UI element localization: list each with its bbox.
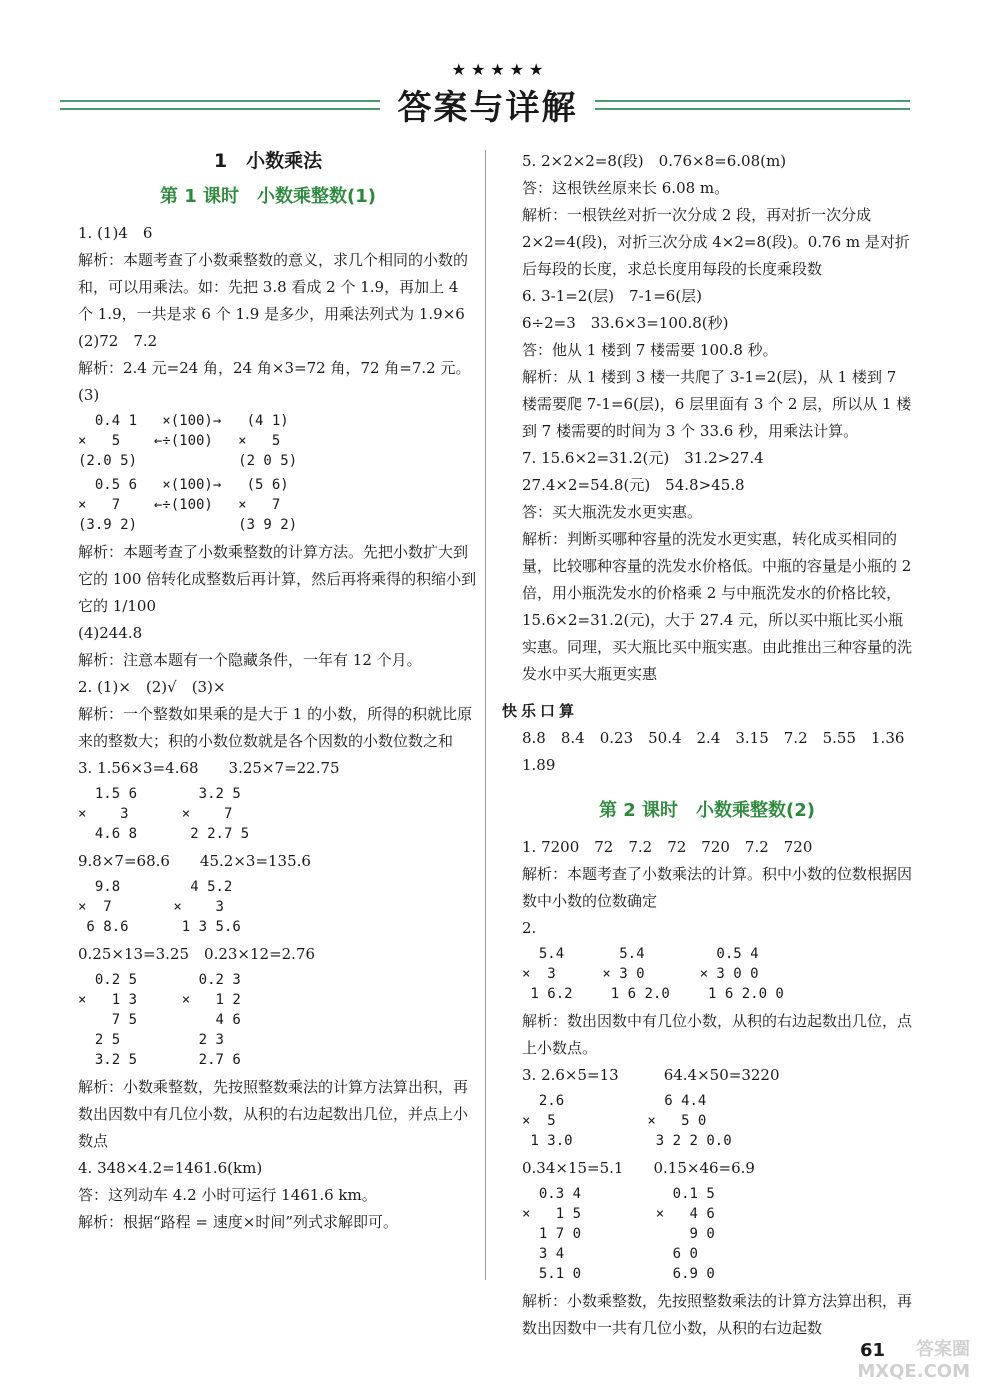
mental-math-answers: 8.8 8.4 0.23 50.4 2.4 3.15 7.2 5.55 1.36 1.89 — [522, 729, 905, 774]
vertical-calculation: 0.5 6 ×(100)→ (5 6) × 7 ←÷(100) × 7 (3.9 2) (3 9 2) — [78, 477, 298, 533]
right-column — [502, 148, 912, 1342]
analysis-text: 解析：判断买哪种容量的洗发水更实惠，转化成买相同的量，比较哪种容量的洗发水价格低。中瓶的容量是小瓶的 2 倍，用小瓶洗发水的价格乘 2 与中瓶洗发水的价格比较，15.6×2=31.2(元)，大于 27.4 元，所以买中瓶比买小瓶实惠。同理，买大瓶比买中瓶实惠。由此推出三种容量的洗发水中买大瓶更实惠 — [522, 530, 913, 683]
answer-line: 7. 15.6×2=31.2(元) 31.2>27.4 — [522, 449, 764, 467]
answer-line: 27.4×2=54.8(元) 54.8>45.8 — [522, 476, 745, 494]
calc-group — [58, 970, 478, 1070]
answer-line: (3) — [78, 386, 100, 404]
lesson-heading: 第 1 课时 小数乘整数(1) — [159, 186, 377, 207]
vertical-calculation: 5.4 × 3 1 6.2 — [522, 946, 573, 1002]
analysis-text: 解析：小数乘整数，先按照整数乘法的计算方法算出积，再数出因数中一共有几位小数，从积的右边起数 — [522, 1292, 913, 1337]
vertical-calculation: 0.5 4 × 3 0 0 1 6 2.0 0 — [699, 946, 784, 1002]
vertical-calculation: 6 4.4 × 5 0 3 2 2 0.0 — [647, 1093, 732, 1149]
analysis-text: 解析：从 1 楼到 3 楼一共爬了 3-1=2(层)，从 1 楼到 7 楼需要爬 7-1=6(层)，6 层里面有 3 个 2 层，所以从 1 楼到 7 楼需要的时间为 3 个 33.6 秒，用乘法计算。 — [522, 368, 912, 440]
answer-line: (4)244.8 — [78, 624, 143, 642]
mental-math-heading: 快乐口算 — [502, 702, 579, 720]
chapter-heading: 1 小数乘法 — [213, 150, 323, 172]
answer-line: 1. (1)4 6 — [78, 224, 153, 242]
calc-group — [58, 784, 478, 844]
vertical-calculation: 0.4 1 ×(100)→ (4 1) × 5 ←÷(100) × 5 (2.0 5) (2 0 5) — [78, 413, 298, 469]
vertical-calculation: 2.6 × 5 1 3.0 — [522, 1093, 573, 1149]
calc-group — [58, 877, 478, 937]
stars-decoration: ★★★★★ — [451, 60, 549, 79]
vertical-calculation: 0.1 5 × 4 6 9 0 6 0 6.9 0 — [655, 1186, 715, 1282]
lesson-heading: 第 2 课时 小数乘整数(2) — [598, 800, 816, 821]
answer-line: 答：这根铁丝原来长 6.08 m。 — [522, 179, 730, 197]
analysis-text: 解析：注意本题有一个隐藏条件，一年有 12 个月。 — [78, 651, 422, 669]
answer-line: 0.25×13=3.25 0.23×12=2.76 — [78, 945, 316, 963]
watermark: 答案圈 MXQE.COM — [857, 1339, 970, 1382]
vertical-calculation: 0.2 3 × 1 2 4 6 2 3 2.7 6 — [181, 972, 241, 1068]
calc-group — [58, 411, 478, 471]
calc-group — [58, 475, 478, 535]
analysis-text: 解析：本题考查了小数乘整数的意义，求几个相同的小数的和，可以用乘法。如：先把 3.8 看成 2 个 1.9，再加上 4 个 1.9，一共是求 6 个 1.9 是多少，用乘法列式为 1.9×6 — [78, 251, 469, 323]
calc-group — [502, 944, 912, 1004]
answer-line: (2)72 7.2 — [78, 332, 158, 350]
analysis-text: 解析：一根铁丝对折一次分成 2 段，再对折一次分成 2×2=4(段)，对折三次分成 4×2=8(段)。0.76 m 是对折后每段的长度，求总长度用每段的长度乘段数 — [522, 206, 910, 278]
left-column — [58, 148, 478, 1236]
title-rule-right — [595, 100, 910, 110]
vertical-calculation: 3.2 5 × 7 2 2.7 5 — [181, 786, 250, 842]
vertical-calculation: 5.4 × 3 0 1 6 2.0 — [602, 946, 670, 1002]
answer-line: 3. 2.6×5=13 64.4×50=3220 — [522, 1066, 780, 1084]
analysis-text: 解析：根据“路程 = 速度×时间”列式求解即可。 — [78, 1213, 399, 1231]
analysis-text: 解析：小数乘整数，先按照整数乘法的计算方法算出积，再数出因数中有几位小数，从积的右边起数出几位，并点上小数点 — [78, 1078, 469, 1150]
page-header — [0, 60, 1000, 130]
answer-line: 答：这列动车 4.2 小时可运行 1461.6 km。 — [78, 1186, 377, 1204]
vertical-calculation: 9.8 × 7 6 8.6 — [78, 879, 129, 935]
answer-line: 1. 7200 72 7.2 72 720 7.2 720 — [522, 838, 813, 856]
analysis-text: 解析：本题考查了小数乘法的计算。积中小数的位数根据因数中小数的位数确定 — [522, 865, 913, 910]
answer-line: 4. 348×4.2=1461.6(km) — [78, 1159, 263, 1177]
analysis-text: 解析：本题考查了小数乘整数的计算方法。先把小数扩大到它的 100 倍转化成整数后再计算，然后再将乘得的积缩小到它的 1/100 — [78, 543, 477, 615]
vertical-calculation: 0.2 5 × 1 3 7 5 2 5 3.2 5 — [78, 972, 138, 1068]
answer-line: 3. 1.56×3=4.68 3.25×7=22.75 — [78, 759, 340, 777]
answer-line: 2. — [522, 919, 537, 937]
analysis-text: 解析：2.4 元=24 角，24 角×3=72 角，72 角=7.2 元。 — [78, 359, 471, 377]
answer-line: 9.8×7=68.6 45.2×3=135.6 — [78, 852, 311, 870]
answer-line: 2. (1)× (2)√ (3)× — [78, 678, 226, 696]
title-rule-left — [60, 100, 380, 110]
answer-line: 5. 2×2×2=8(段) 0.76×8=6.08(m) — [522, 152, 787, 170]
calc-group — [502, 1184, 912, 1284]
calc-group — [502, 1091, 912, 1151]
page-number: 61 — [860, 1340, 886, 1361]
vertical-calculation: 4 5.2 × 3 1 3 5.6 — [173, 879, 241, 935]
analysis-text: 解析：数出因数中有几位小数，从积的右边起数出几位，点上小数点。 — [522, 1012, 913, 1057]
analysis-text: 解析：一个整数如果乘的是大于 1 的小数，所得的积就比原来的整数大；积的小数位数就是各个因数的小数位数之和 — [78, 705, 473, 750]
vertical-calculation: 1.5 6 × 3 4.6 8 — [78, 786, 138, 842]
answer-line: 6÷2=3 33.6×3=100.8(秒) — [522, 314, 729, 332]
answer-line: 答：买大瓶洗发水更实惠。 — [522, 503, 703, 521]
answer-line: 0.34×15=5.1 0.15×46=6.9 — [522, 1159, 755, 1177]
page-title: 答案与详解 — [397, 88, 578, 128]
answer-line: 6. 3-1=2(层) 7-1=6(层) — [522, 287, 703, 305]
answer-line: 答：他从 1 楼到 7 楼需要 100.8 秒。 — [522, 341, 778, 359]
vertical-calculation: 0.3 4 × 1 5 1 7 0 3 4 5.1 0 — [522, 1186, 582, 1282]
column-divider — [485, 150, 486, 1280]
